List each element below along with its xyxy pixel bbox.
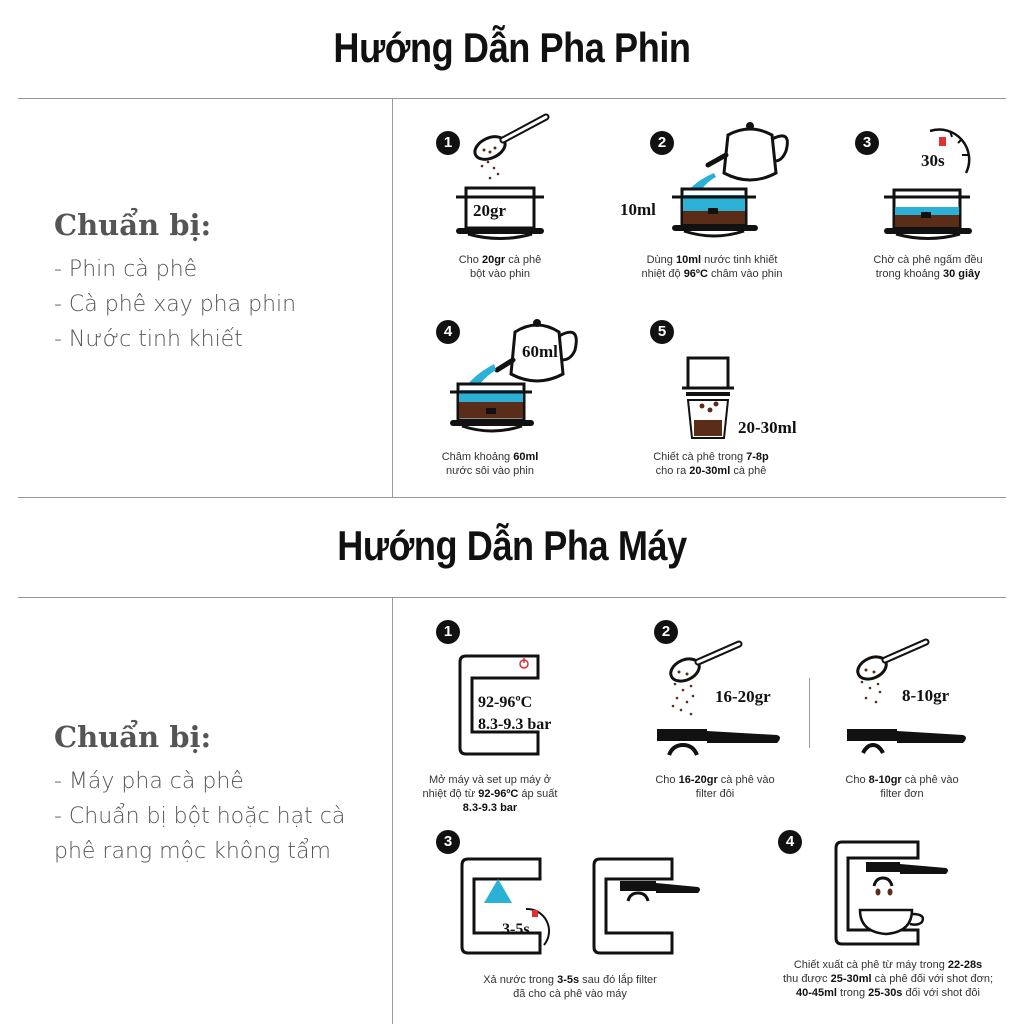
spoon-icon [470,112,560,172]
step-caption: Chiết cà phê trong 7-8p cho ra 20-30ml cà phê [653,451,769,477]
step-label: 30s [921,151,945,170]
step-caption: Cho 8-10gr cà phê vào filter đơn [845,774,959,800]
divider [809,678,810,748]
step-number: 1 [436,620,460,644]
step-label: 8-10gr [902,686,950,705]
phin-prep [54,208,296,357]
divider [392,597,393,1024]
spoon-icon [852,638,942,718]
divider [392,98,393,498]
step-label: 3-5s [502,921,530,938]
step-number: 3 [855,131,879,155]
portafilter-icon [845,725,975,765]
step-number: 5 [650,320,674,344]
step-number: 2 [650,131,674,155]
divider [18,497,1006,498]
divider [18,597,1006,598]
step-number: 2 [654,620,678,644]
step-caption: Châm khoảng 60ml nước sôi vào phin [441,451,539,477]
phin-title: Hướng Dẫn Pha Phin [333,24,691,71]
prep-heading: Chuẩn bị: [54,720,212,754]
step-caption: Mở máy và set up máy ở nhiệt độ từ 92-96ºC áp suất 8.3-9.3 bar [422,774,558,814]
prep-item: - Cà phê xay pha phin [54,292,297,317]
step-number: 4 [778,830,802,854]
phin-filter-icon [450,368,550,443]
prep-heading: Chuẩn bị: [54,208,212,242]
step-label: 20-30ml [738,418,797,437]
step-caption: Dùng 10ml nước tinh khiết nhiệt độ 96ºC châm vào phin [641,254,783,280]
machine-icon [590,855,700,955]
temperature-label: 92-96ºC [478,694,533,711]
prep-item: - Máy pha cà phê [54,769,244,794]
phin-filter-icon [880,185,980,245]
prep-item: - Chuẩn bị bột hoặc hạt cà [54,804,346,829]
may-title: Hướng Dẫn Pha Máy [337,522,687,569]
phin-filter-icon [668,175,768,245]
prep-item: phê rang mộc không tẩm [54,839,331,864]
step-label: 10ml [620,200,656,219]
step-caption: Chiết xuất cà phê từ máy trong 22-28s thu được 25-30ml cà phê đối với shot đơn; 40-45ml trong 25-30s đối với shot đôi [782,959,994,999]
step-label: 16-20gr [715,687,771,706]
prep-item: - Phin cà phê [54,257,198,282]
portafilter-icon [655,725,785,765]
step-caption: Cho 16-20gr cà phê vào filter đôi [655,774,775,800]
step-caption: Xả nước trong 3-5s sau đó lắp filter đã cho cà phê vào máy [483,974,657,1000]
step-caption: Cho 20gr cà phê bột vào phin [458,254,542,280]
pressure-label: 8.3-9.3 bar [478,716,552,733]
spoon-icon [665,640,755,720]
espresso-machine-icon [834,838,954,948]
step-number: 4 [436,320,460,344]
step-label: 20gr [473,201,507,220]
prep-item: - Nước tinh khiết [54,327,243,352]
step-number: 3 [436,830,460,854]
step-caption: Chờ cà phê ngấm đều trong khoảng 30 giây [873,254,983,280]
step-number: 1 [436,131,460,155]
step-label: 60ml [522,342,558,361]
divider [18,98,1006,99]
may-prep [54,720,345,869]
